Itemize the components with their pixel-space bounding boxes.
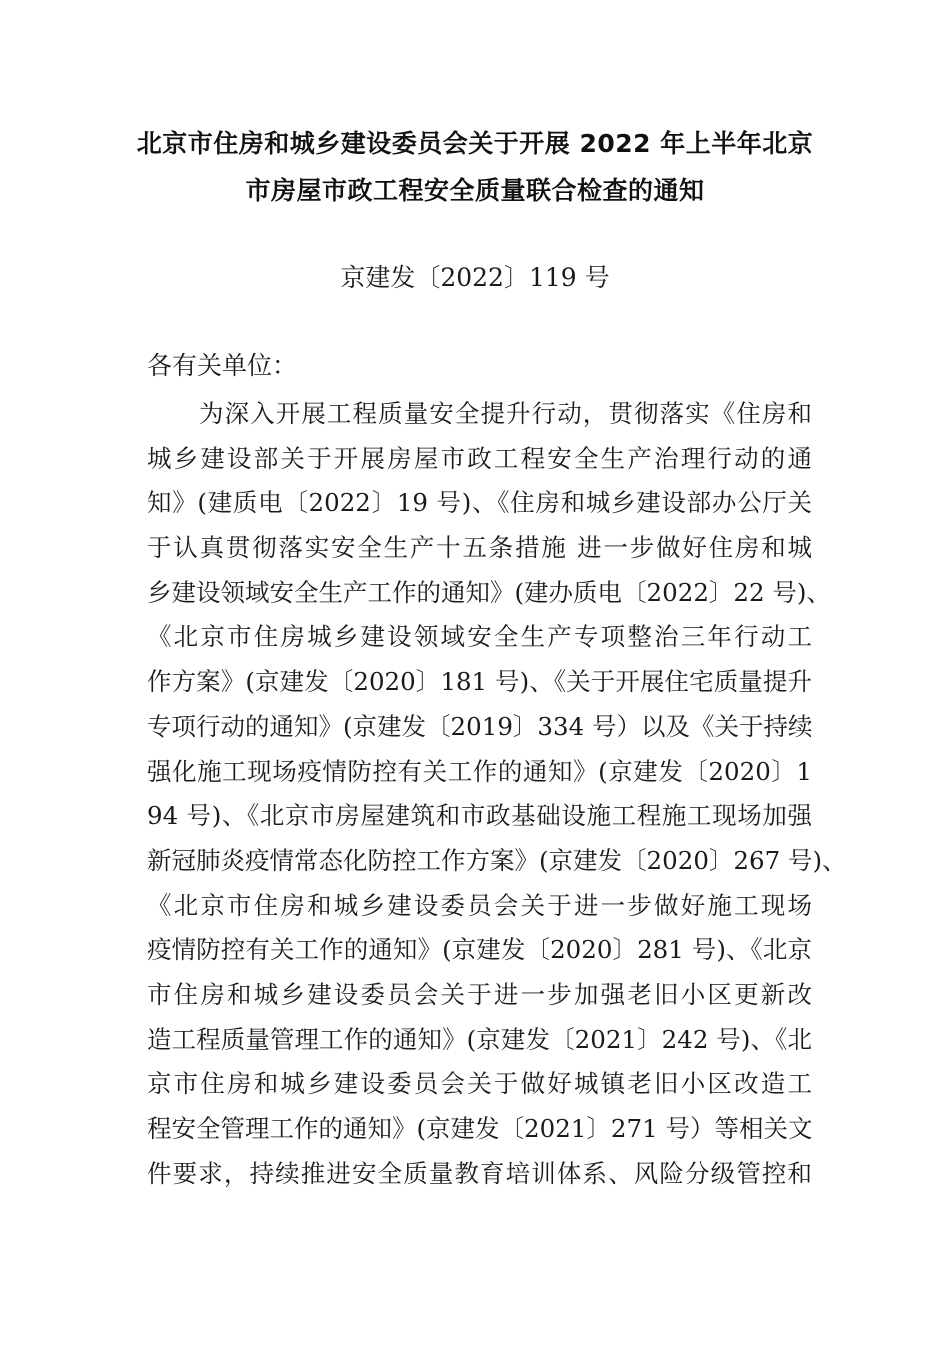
body-line: 知》(建质电〔2022〕19 号)、《住房和城乡建设部办公厅关 [147, 488, 812, 518]
body-line: 《北京市住房和城乡建设委员会关于进一步做好施工现场 [147, 890, 812, 920]
document-title-line-2: 市房屋市政工程安全质量联合检查的通知 [245, 176, 705, 205]
body-line: 于认真贯彻落实安全生产十五条措施 进一步做好住房和城 [147, 533, 812, 563]
body-line: 件要求，持续推进安全质量教育培训体系、风险分级管控和 [147, 1158, 812, 1188]
salutation: 各有关单位： [147, 351, 298, 380]
body-line: 乡建设领域安全生产工作的通知》(建办质电〔2022〕22 号)、 [147, 577, 831, 607]
body-line: 强化施工现场疫情防控有关工作的通知》(京建发〔2020〕1 [147, 756, 812, 786]
body-line: 为深入开展工程质量安全提升行动，贯彻落实《住房和 [199, 399, 812, 428]
body-line: 程安全管理工作的通知》(京建发〔2021〕271 号）等相关文 [147, 1114, 813, 1143]
body-line: 城乡建设部关于开展房屋市政工程安全生产治理行动的通 [147, 443, 812, 473]
document-title-line-1: 北京市住房和城乡建设委员会关于开展 2022 年上半年北京 [136, 129, 814, 158]
body-line: 造工程质量管理工作的通知》(京建发〔2021〕242 号)、《北 [147, 1024, 812, 1054]
body-line: 新冠肺炎疫情常态化防控工作方案》(京建发〔2020〕267 号)、 [147, 845, 847, 875]
body-line: 专项行动的通知》(京建发〔2019〕334 号）以及《关于持续 [147, 711, 813, 741]
body-line: 疫情防控有关工作的通知》(京建发〔2020〕281 号)、《北京 [147, 935, 812, 965]
document-number: 京建发〔2022〕119 号 [340, 263, 610, 292]
body-paragraph [147, 392, 847, 1196]
body-line: 市住房和城乡建设委员会关于进一步加强老旧小区更新改 [147, 979, 812, 1009]
body-line: 作方案》(京建发〔2020〕181 号)、《关于开展住宅质量提升 [147, 667, 812, 697]
body-line: 《北京市住房城乡建设领域安全生产专项整治三年行动工 [147, 622, 812, 652]
body-line: 94 号)、《北京市房屋建筑和市政基础设施工程施工现场加强 [147, 801, 812, 831]
body-line: 京市住房和城乡建设委员会关于做好城镇老旧小区改造工 [147, 1069, 812, 1099]
